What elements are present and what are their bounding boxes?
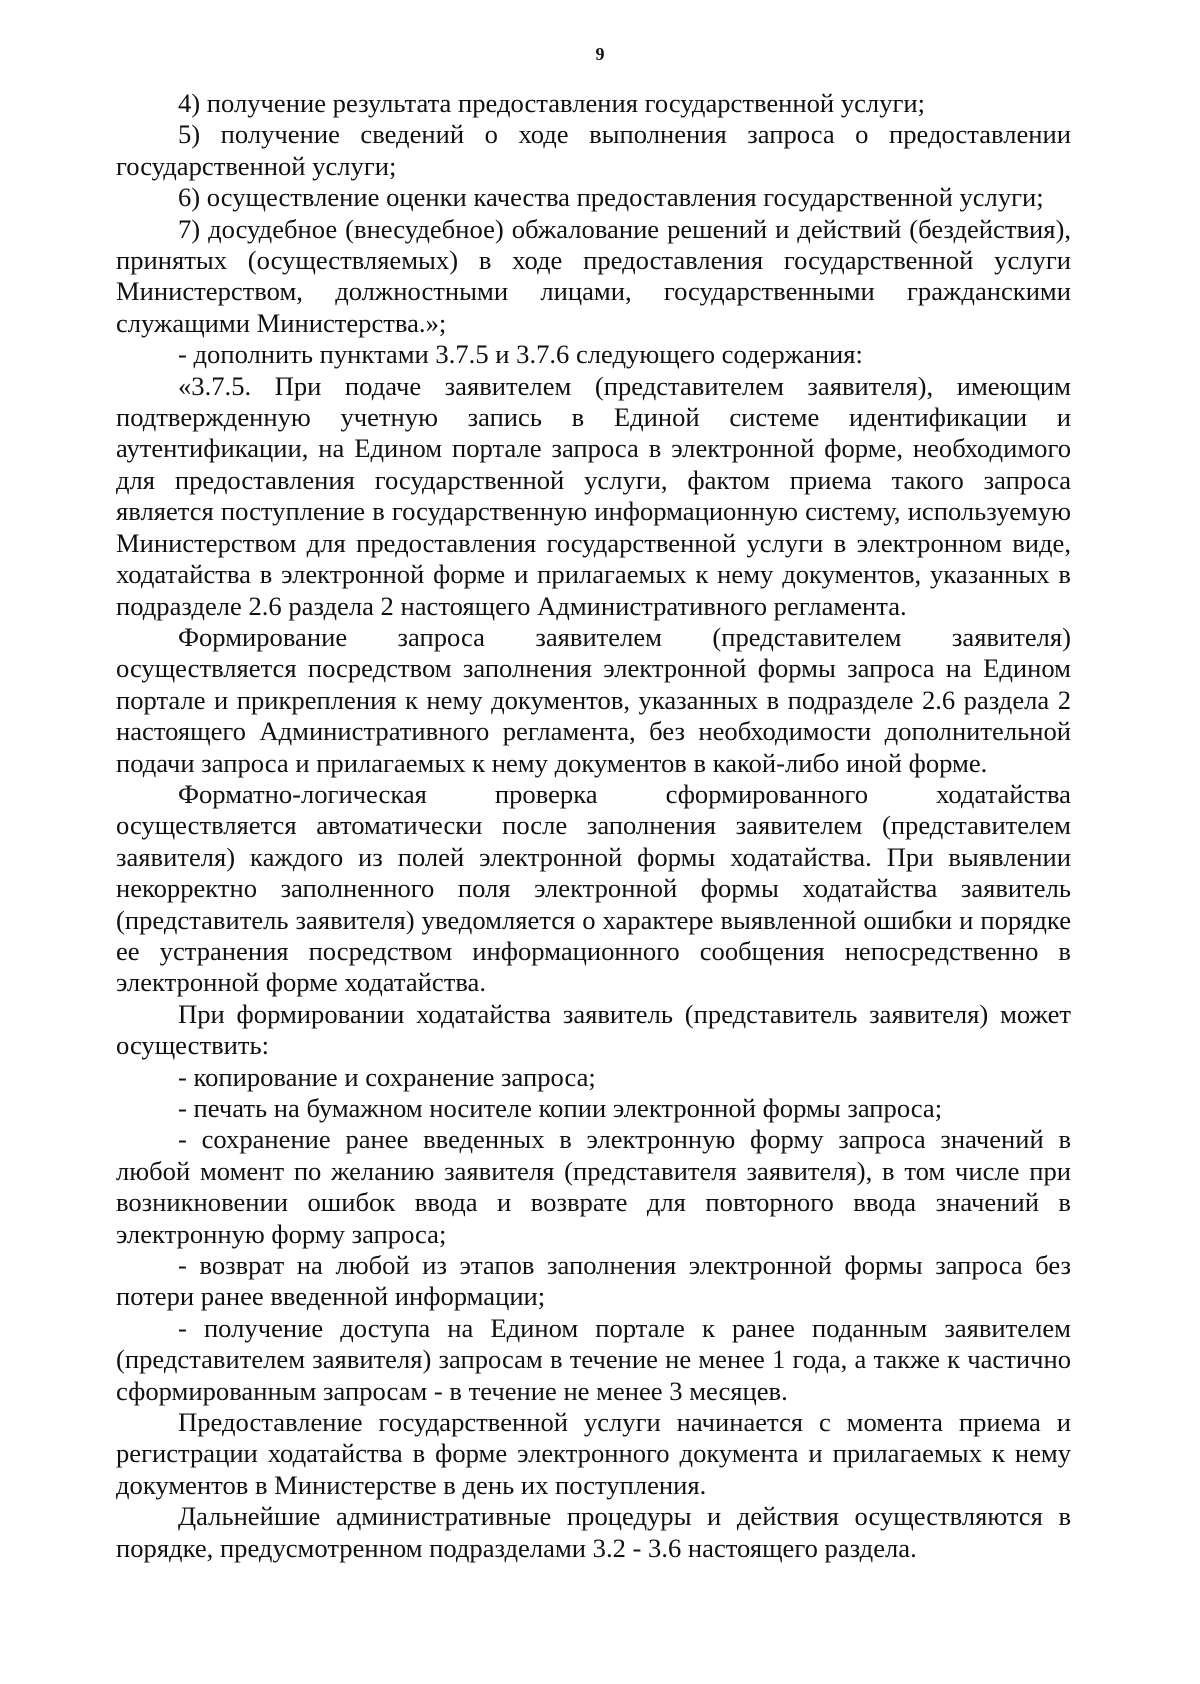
amendment-intro: - дополнить пунктами 3.7.5 и 3.7.6 следующего содержания: (178, 339, 863, 370)
list-item-result: 4) получение результата предоставления государственной услуги; (178, 88, 926, 118)
bullet-save-values: - сохранение ранее введенных в электронную форму запроса значений в любой момент по желанию заявителя (представителя заявителя), в том числе при возникновении ошибок ввода и возврате для повторного ввода значений в электронную форму запроса; (116, 1124, 1071, 1249)
bullet-return-stage: - возврат на любой из этапов заполнения электронной формы запроса без потери ранее введенной информации; (116, 1250, 1071, 1312)
paragraph-applicant-options: При формировании ходатайства заявитель (представитель заявителя) может осуществить: (116, 998, 1071, 1061)
paragraph-format-check: Форматно-логическая проверка сформированного ходатайства осуществляется автоматически после заполнения заявителем (представителем заявителя) каждого из полей электронной формы ходатайства. При выявлении некорректно заполненного поля электронной формы ходатайства заявитель (представитель заявителя) уведомляется о характере выявленной ошибки и порядке ее устранения посредством информационного сообщения непосредственно в электронной форме ходатайства. (116, 778, 1071, 998)
paragraph-service-start: Предоставление государственной услуги начинается с момента приема и регистрации ходатайства в форме электронного документа и прилагаемых к нему документов в Министерстве в день их поступления. (116, 1407, 1071, 1500)
paragraph-request-formation: Формирование запроса заявителем (представителем заявителя) осуществляется посредством заполнения электронной формы запроса на Едином портале и прикрепления к нему документов, указанных в подразделе 2.6 раздела 2 настоящего Административного регламента, без необходимости дополнительной подачи запроса и прилагаемых к нему документов в какой-либо иной форме. (116, 621, 1071, 778)
list-item-appeal: 7) досудебное (внесудебное) обжалование решений и действий (бездействия), принятых (осуществляемых) в ходе предоставления государственной услуги Министерством, должностными лицами, государственными гражданскими служащими Министерства.»; (116, 213, 1071, 338)
list-item-quality-assessment: 6) осуществление оценки качества предоставления государственной услуги; (178, 182, 1044, 213)
page-number: 9 (595, 44, 605, 64)
paragraph-further-procedures: Дальнейшие административные процедуры и действия осуществляются в порядке, предусмотренном подразделами 3.2 - 3.6 настоящего раздела. (116, 1501, 1071, 1563)
bullet-copy-save: - копирование и сохранение запроса; (178, 1061, 596, 1092)
bullet-print: - печать на бумажном носителе копии электронной формы запроса; (178, 1093, 943, 1123)
clause-3-7-5: «3.7.5. При подаче заявителем (представителем заявителя), имеющим подтвержденную учетную запись в Единой системе идентификации и аутентификации, на Едином портале запроса в электронной форме, необходимого для предоставления государственной услуги, фактом приема такого запроса является поступление в государственную информационную систему, используемую Министерством для предоставления государственной услуги в электронном виде, ходатайства в электронной форме и прилагаемых к нему документов, указанных в подразделе 2.6 раздела 2 настоящего Административного регламента. (116, 370, 1071, 621)
document-body (116, 88, 1071, 1564)
bullet-access-requests: - получение доступа на Едином портале к ранее поданным заявителем (представителем заявителя) запросам в течение не менее 1 года, а также к частично сформированным запросам - в течение не менее 3 месяцев. (116, 1312, 1071, 1406)
list-item-status-info: 5) получение сведений о ходе выполнения запроса о предоставлении государственной услуги; (116, 119, 1071, 181)
